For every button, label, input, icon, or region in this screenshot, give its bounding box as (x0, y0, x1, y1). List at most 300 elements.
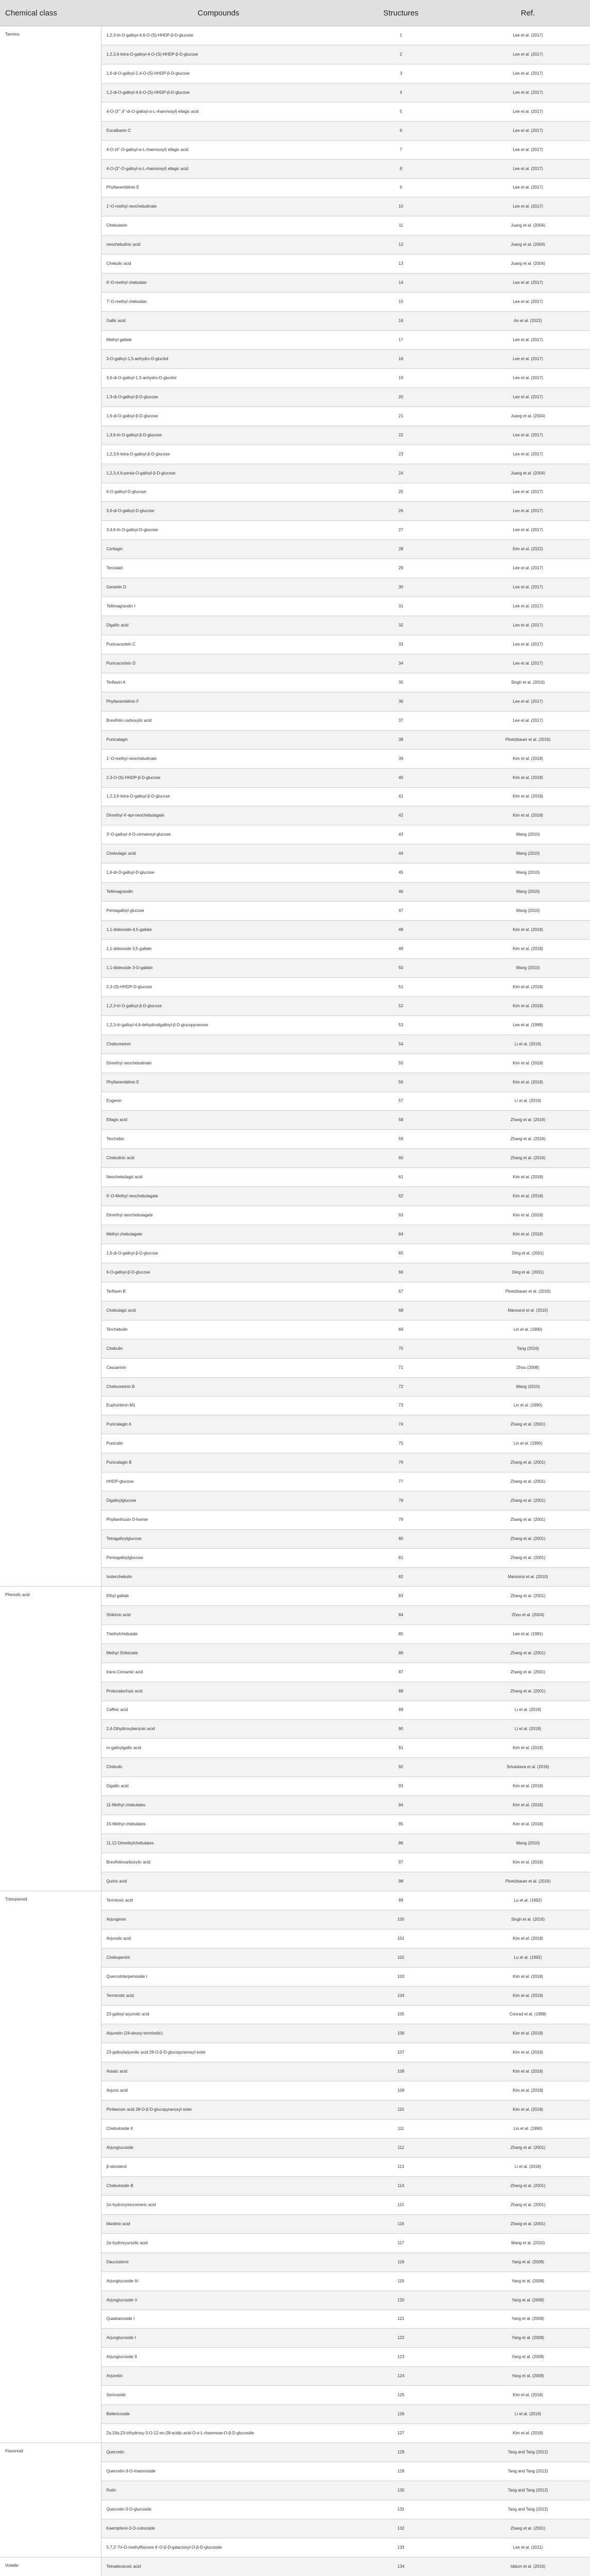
structure-cell: 55 (336, 1054, 466, 1073)
structure-cell: 9 (336, 178, 466, 197)
structure-cell: 71 (336, 1358, 466, 1377)
header-ref: Ref. (466, 0, 590, 26)
reference-cell: Kim et al. (2018) (466, 1796, 590, 1815)
structure-cell: 64 (336, 1225, 466, 1244)
structure-cell: 105 (336, 2005, 466, 2024)
compound-cell: Arjunic acid (101, 2081, 336, 2100)
structure-cell: 121 (336, 2310, 466, 2329)
reference-cell: Kim et al. (2018) (466, 1206, 590, 1225)
structure-cell: 47 (336, 902, 466, 921)
reference-cell: Yang et al. (2008) (466, 2272, 590, 2291)
compound-cell: Chebulinic acid (101, 1149, 336, 1168)
reference-cell: Tang and Tang (2012) (466, 2462, 590, 2481)
reference-cell: Yang et al. (2008) (466, 2291, 590, 2310)
chemical-class-cell: Triterpenoid (0, 1891, 101, 2443)
reference-cell: Lee et al. (2017) (466, 64, 590, 83)
structure-cell: 26 (336, 502, 466, 521)
compound-cell: Phyllanemblinin F (101, 692, 336, 711)
table-header (0, 0, 590, 26)
reference-cell: Kim et al. (2018) (466, 921, 590, 940)
reference-cell: An et al. (2022) (466, 312, 590, 331)
compound-cell: trans-Cinnamic acid (101, 1663, 336, 1682)
structure-cell: 78 (336, 1492, 466, 1511)
compound-cell: Tercatain (101, 559, 336, 578)
compound-cell: Quadranoside I (101, 2310, 336, 2329)
compound-cell: Phyllanthusin D-homer (101, 1511, 336, 1530)
compound-cell: Caffeic acid (101, 1701, 336, 1720)
compound-cell: Dimethyl neochebulagate (101, 1206, 336, 1225)
structure-cell: 98 (336, 1872, 466, 1891)
structure-cell: 129 (336, 2462, 466, 2481)
reference-cell: Ding et al. (2001) (466, 1263, 590, 1282)
structure-cell: 88 (336, 1682, 466, 1701)
compound-cell: 6-O-galloyl-D-glucose (101, 483, 336, 502)
chemical-class-cell: Flavonoid (0, 2443, 101, 2557)
reference-cell: Singh et al. (2016) (466, 1910, 590, 1929)
compound-cell: Eucalbanin C (101, 121, 336, 140)
reference-cell: Conrad et al. (1998) (466, 2005, 590, 2024)
compound-cell: Shikimic acid (101, 1605, 336, 1624)
compound-cell: 1,2,3,6-tetra-O-galloyl-β-D-glucose (101, 787, 336, 806)
compound-cell: Brevifolincarboxylic acid (101, 1853, 336, 1872)
compound-cell: 1,2-di-O-galloyl-4,6-O-(S)-HHDP-β-D-glucose (101, 83, 336, 102)
structure-cell: 11 (336, 216, 466, 235)
compound-cell: Methyl Shikimate (101, 1643, 336, 1663)
reference-cell: Zhang et al. (2001) (466, 1530, 590, 1549)
structure-cell: 118 (336, 2252, 466, 2272)
reference-cell: Kim et al. (2018) (466, 1929, 590, 1948)
structure-cell: 14 (336, 274, 466, 293)
compound-cell: 5,7,2'-Tri-O-methylflavone 4'-O-β-D-galactosyl-O-β-D-glucoside (101, 2538, 336, 2557)
structure-cell: 119 (336, 2272, 466, 2291)
structure-cell: 30 (336, 578, 466, 597)
table-row (0, 1891, 590, 1910)
compound-cell: 1'-O-methyl neochebulinate (101, 749, 336, 768)
compound-cell: 11,12-Dimethylchebulates (101, 1834, 336, 1853)
compound-cell: Neochebulagic acid (101, 1168, 336, 1187)
compound-cell: Pentagalloyl glucose (101, 902, 336, 921)
structure-cell: 35 (336, 673, 466, 692)
table-row (0, 1586, 590, 1605)
reference-cell: Wang (2010) (466, 844, 590, 863)
structure-cell: 72 (336, 1377, 466, 1396)
structure-cell: 10 (336, 197, 466, 216)
compound-cell: 1,6-di-O-galloyl-D-glucose (101, 863, 336, 883)
reference-cell: Kim et al. (2018) (466, 1225, 590, 1244)
compound-cell: Punicalin (101, 1434, 336, 1453)
compound-cell: Protocatechuic acid (101, 1682, 336, 1701)
compound-cell: Digallic acid (101, 616, 336, 635)
structure-cell: 110 (336, 2100, 466, 2120)
compound-cell: Chebumeinin (101, 1035, 336, 1054)
compound-cell: Arjunglucoside I (101, 2329, 336, 2348)
compound-cell: Sericoside (101, 2386, 336, 2405)
structure-cell: 114 (336, 2176, 466, 2195)
compound-cell: Dimethyl neochebulinate (101, 1054, 336, 1073)
structure-cell: 12 (336, 235, 466, 255)
compound-cell: Terminoic acid (101, 1891, 336, 1910)
structure-cell: 77 (336, 1472, 466, 1492)
structure-cell: 22 (336, 426, 466, 445)
reference-cell: Zhang et al. (2016) (466, 1130, 590, 1149)
compound-cell: Chebumeinin B (101, 1377, 336, 1396)
reference-cell: Lee et al. (2017) (466, 387, 590, 406)
compound-cell: Chebulagic acid (101, 1301, 336, 1320)
reference-cell: Lee et al. (2017) (466, 654, 590, 673)
compound-cell: Arjunglucoside II (101, 2348, 336, 2367)
structure-cell: 81 (336, 1549, 466, 1568)
compound-cell: 1,1-dideoxide-4,5-gallate (101, 921, 336, 940)
reference-cell: Lee et al. (1998) (466, 1015, 590, 1035)
structure-cell: 7 (336, 140, 466, 159)
header-chemical-class: Chemical class (0, 0, 101, 26)
compound-cell: Casuarinin (101, 1358, 336, 1377)
reference-cell: Li et al. (2019) (466, 1035, 590, 1054)
structure-cell: 66 (336, 1263, 466, 1282)
reference-cell: Lee et al. (2017) (466, 426, 590, 445)
structure-cell: 94 (336, 1796, 466, 1815)
compound-cell: Chebulic acid (101, 255, 336, 274)
reference-cell: Singh et al. (2016) (466, 673, 590, 692)
compound-cell: Punicalagin A (101, 1415, 336, 1434)
structure-cell: 33 (336, 635, 466, 654)
reference-cell: Kim et al. (2022) (466, 540, 590, 559)
compound-cell: 2α,19α,23-trihydroxy-3-O-12-en-28-acidic acid-O-α-L-rhamnose-O-β-D-glucoside (101, 2424, 336, 2443)
compound-cell: Tellimagrandin I (101, 597, 336, 616)
reference-cell: Lin et al. (1990) (466, 1396, 590, 1415)
structure-cell: 16 (336, 312, 466, 331)
compound-cell: β-sitosterol (101, 2158, 336, 2177)
reference-cell: Lee et al. (2017) (466, 616, 590, 635)
structure-cell: 133 (336, 2538, 466, 2557)
reference-cell: Lee et al. (2017) (466, 521, 590, 540)
structure-cell: 62 (336, 1187, 466, 1206)
structure-cell: 52 (336, 996, 466, 1015)
compound-cell: 1,2,3,4,6-penta-O-galloyl-β-D-glucose (101, 464, 336, 483)
reference-cell: Kim et al. (2018) (466, 1187, 590, 1206)
compound-cell: Geraniin D (101, 578, 336, 597)
compound-cell: Chebulin (101, 1339, 336, 1358)
reference-cell: Kim et al. (2018) (466, 806, 590, 825)
compound-cell: Dimethyl 4'-epi-neochebulagate (101, 806, 336, 825)
structure-cell: 104 (336, 1986, 466, 2005)
compound-cell: Triethylchebulate (101, 1624, 336, 1643)
reference-cell: Zhang et al. (2001) (466, 1586, 590, 1605)
compound-cell: Quercetin (101, 2443, 336, 2462)
structure-cell: 56 (336, 1073, 466, 1092)
structure-cell: 25 (336, 483, 466, 502)
compound-cell: Arjunglucoside IV (101, 2272, 336, 2291)
compound-cell: Chebulagic acid (101, 844, 336, 863)
compound-cell: Punicacortein D (101, 654, 336, 673)
structure-cell: 28 (336, 540, 466, 559)
compound-cell: Bellericoside (101, 2405, 336, 2424)
structure-cell: 76 (336, 1453, 466, 1472)
structure-cell: 127 (336, 2424, 466, 2443)
reference-cell: Zhang et al. (2001) (466, 1511, 590, 1530)
reference-cell: Lee et al. (2017) (466, 45, 590, 64)
reference-cell: Lee et al. (2017) (466, 83, 590, 102)
compound-cell: 4-O-(3''-O-galloyl-α-L-rhamnosyl) ellagic acid (101, 159, 336, 178)
compound-cell: Arjunglucoside V (101, 2291, 336, 2310)
structure-cell: 40 (336, 768, 466, 787)
structure-cell: 15 (336, 293, 466, 312)
structure-cell: 58 (336, 1111, 466, 1130)
compound-cell: Arjunetin (24-deoxy-terminolic) (101, 2024, 336, 2043)
structure-cell: 29 (336, 559, 466, 578)
reference-cell: Lee et al. (2017) (466, 368, 590, 387)
structure-cell: 90 (336, 1720, 466, 1739)
structure-cell: 41 (336, 787, 466, 806)
reference-cell: Lee et al. (2017) (466, 349, 590, 368)
compound-cell: 1,2,3-tri-O-galloyl-4,6-O-(S)-HHDP-β-D-glucose (101, 26, 336, 45)
reference-cell: Ploetzbauer et al. (2016) (466, 730, 590, 749)
compound-cell: Euphorbinin M1 (101, 1396, 336, 1415)
table-row (0, 26, 590, 45)
reference-cell: Lee et al. (2017) (466, 178, 590, 197)
reference-cell: Lin et al. (1990) (466, 2120, 590, 2139)
compound-cell: 23-galloylarjunolic acid 28-O-β-D-glucopyranosyl ester (101, 2043, 336, 2062)
structure-cell: 102 (336, 1948, 466, 1967)
structure-cell: 46 (336, 883, 466, 902)
chemical-class-cell: Phenolic acid (0, 1586, 101, 1891)
reference-cell: Lee et al. (2017) (466, 711, 590, 730)
reference-cell: Lee et al. (2017) (466, 597, 590, 616)
structure-cell: 4 (336, 83, 466, 102)
compound-cell: Terchebin (101, 1130, 336, 1149)
reference-cell: Li et al. (2019) (466, 1092, 590, 1111)
compound-cell: Chebulic (101, 1758, 336, 1777)
structure-cell: 3 (336, 64, 466, 83)
compound-cell: Digallic acid (101, 1777, 336, 1796)
structure-cell: 103 (336, 1967, 466, 1986)
structure-cell: 93 (336, 1777, 466, 1796)
reference-cell: Tang and Tang (2012) (466, 2481, 590, 2500)
reference-cell: Zhang et al. (2001) (466, 1643, 590, 1663)
compound-cell: Quercetin-3-O-glucoside (101, 2500, 336, 2519)
reference-cell: Srivastava et al. (2016) (466, 1758, 590, 1777)
compound-cell: Terflavin B (101, 1282, 336, 1301)
structure-cell: 70 (336, 1339, 466, 1358)
reference-cell: Lee et al. (2017) (466, 502, 590, 521)
structure-cell: 97 (336, 1853, 466, 1872)
reference-cell: Kim et al. (2018) (466, 996, 590, 1015)
compound-cell: HHDP-glucose (101, 1472, 336, 1492)
compound-cell: 1,6-di-O-galloyl-β-D-glucose (101, 406, 336, 426)
reference-cell: Kim et al. (2018) (466, 2024, 590, 2043)
compound-cell: Quercetin-3-O-rhamnoside (101, 2462, 336, 2481)
reference-cell: Kim et al. (2018) (466, 2081, 590, 2100)
reference-cell: Kim et al. (2018) (466, 749, 590, 768)
compound-cell: Ethyl gallate (101, 1586, 336, 1605)
structure-cell: 6 (336, 121, 466, 140)
reference-cell: Kim et al. (2018) (466, 940, 590, 959)
compound-cell: 4-O-(4''-O-galloyl-α-L-rhamnosyl) ellagic acid (101, 140, 336, 159)
structure-cell: 60 (336, 1149, 466, 1168)
compound-cell: Ellagic acid (101, 1111, 336, 1130)
reference-cell: Manosroi et al. (2010) (466, 1567, 590, 1586)
compound-cell: Digalloylglucose (101, 1492, 336, 1511)
structure-cell: 128 (336, 2443, 466, 2462)
compound-cell: neochebulinic acid (101, 235, 336, 255)
reference-cell: Kim et al. (2018) (466, 977, 590, 996)
reference-cell: Lee et al. (2017) (466, 635, 590, 654)
compound-cell: 11-Methyl chebulates (101, 1796, 336, 1815)
reference-cell: Lee et al. (2017) (466, 121, 590, 140)
compound-cell: Phyllanemblinin E (101, 1073, 336, 1092)
header-structures: Structures (336, 0, 466, 26)
reference-cell: Zhang et al. (2001) (466, 1492, 590, 1511)
reference-cell: Zhou (2008) (466, 1358, 590, 1377)
reference-cell: Zhang et al. (2001) (466, 1682, 590, 1701)
structure-cell: 54 (336, 1035, 466, 1054)
reference-cell: Kim et al. (2018) (466, 1777, 590, 1796)
structure-cell: 75 (336, 1434, 466, 1453)
reference-cell: Tang (2016) (466, 1339, 590, 1358)
structure-cell: 116 (336, 2214, 466, 2233)
compound-cell: 6-O-galloyl-β-D-glucose (101, 1263, 336, 1282)
compound-cell: Asiatic acid (101, 2062, 336, 2081)
structure-cell: 1 (336, 26, 466, 45)
structure-cell: 73 (336, 1396, 466, 1415)
structure-cell: 42 (336, 806, 466, 825)
structure-cell: 18 (336, 349, 466, 368)
compound-cell: Arjungenin (101, 1910, 336, 1929)
reference-cell: Lee et al. (2017) (466, 140, 590, 159)
compound-cell: Punicacortein C (101, 635, 336, 654)
structure-cell: 19 (336, 368, 466, 387)
reference-cell: Tang and Tang (2012) (466, 2443, 590, 2462)
structure-cell: 50 (336, 958, 466, 977)
structure-cell: 43 (336, 825, 466, 844)
structure-cell: 44 (336, 844, 466, 863)
structure-cell: 27 (336, 521, 466, 540)
compound-cell: Maslinic acid (101, 2214, 336, 2233)
reference-cell: Zhang et al. (2001) (466, 1453, 590, 1472)
compound-cell: Methyl chebulagate (101, 1225, 336, 1244)
reference-cell: Kim et al. (2018) (466, 768, 590, 787)
reference-cell: Zhang et al. (2001) (466, 2519, 590, 2538)
structure-cell: 100 (336, 1910, 466, 1929)
compound-cell: 1,2,3-tri-O-galloyl-β-D-glucose (101, 996, 336, 1015)
reference-cell: Lee et al. (2017) (466, 559, 590, 578)
reference-cell: Wang (2010) (466, 863, 590, 883)
structure-cell: 2 (336, 45, 466, 64)
reference-cell: Lee et al. (2017) (466, 197, 590, 216)
compound-cell: 2,4-Dihydroxybenzoic acid (101, 1720, 336, 1739)
reference-cell: Kim et al. (2018) (466, 1815, 590, 1834)
compound-cell: 3,6-di-O-galloyl-D-glucose (101, 502, 336, 521)
reference-cell: Zhang et al. (2001) (466, 1549, 590, 1568)
structure-cell: 24 (336, 464, 466, 483)
compound-cell: 23-galloyl arjunolic acid (101, 2005, 336, 2024)
compound-cell: 2α-hydroxyursolic acid (101, 2233, 336, 2252)
reference-cell: Ploetzbauer et al. (2016) (466, 1872, 590, 1891)
structure-cell: 107 (336, 2043, 466, 2062)
compound-cell: Quercotriterpenoside I (101, 1967, 336, 1986)
reference-cell: Zhang et al. (2001) (466, 2195, 590, 2214)
reference-cell: Wang (2010) (466, 1834, 590, 1853)
structure-cell: 63 (336, 1206, 466, 1225)
reference-cell: Wang (2010) (466, 958, 590, 977)
reference-cell: Ding et al. (2001) (466, 1244, 590, 1263)
reference-cell: Juang et al. (2004) (466, 235, 590, 255)
chemical-class-cell: Volatile (0, 2557, 101, 2576)
reference-cell: Juang et al. (2004) (466, 464, 590, 483)
reference-cell: Lee et al. (2017) (466, 293, 590, 312)
compound-cell: Phyllanemblinin E (101, 178, 336, 197)
structure-cell: 92 (336, 1758, 466, 1777)
reference-cell: Lee et al. (2017) (466, 483, 590, 502)
reference-cell: Zhang et al. (2001) (466, 1472, 590, 1492)
structure-cell: 5 (336, 102, 466, 121)
compound-cell: Punicalagin B (101, 1453, 336, 1472)
reference-cell: Kim et al. (2018) (466, 787, 590, 806)
table-row (0, 2557, 590, 2576)
reference-cell: Lee et al. (2017) (466, 102, 590, 121)
structure-cell: 49 (336, 940, 466, 959)
structure-cell: 106 (336, 2024, 466, 2043)
structure-cell: 108 (336, 2062, 466, 2081)
structure-cell: 87 (336, 1663, 466, 1682)
structure-cell: 82 (336, 1567, 466, 1586)
reference-cell: Lu et al. (1992) (466, 1891, 590, 1910)
reference-cell: Wang et al. (2010) (466, 2233, 590, 2252)
structure-cell: 36 (336, 692, 466, 711)
reference-cell: Iddum et al. (2016) (466, 2557, 590, 2576)
header-compounds: Compounds (101, 0, 336, 26)
structure-cell: 96 (336, 1834, 466, 1853)
reference-cell: Yang et al. (2008) (466, 2329, 590, 2348)
reference-cell: Kim et al. (2018) (466, 2043, 590, 2062)
reference-cell: Kim et al. (2018) (466, 1054, 590, 1073)
reference-cell: Lin et al. (1990) (466, 1434, 590, 1453)
reference-cell: Kim et al. (2018) (466, 2424, 590, 2443)
structure-cell: 123 (336, 2348, 466, 2367)
reference-cell: Lee et al. (2017) (466, 274, 590, 293)
compound-cell: Chebuloside B (101, 2176, 336, 2195)
reference-cell: Kim et al. (2018) (466, 2386, 590, 2405)
structure-cell: 89 (336, 1701, 466, 1720)
reference-cell: Li et al. (2019) (466, 1720, 590, 1739)
structure-cell: 38 (336, 730, 466, 749)
structure-cell: 115 (336, 2195, 466, 2214)
structure-cell: 79 (336, 1511, 466, 1530)
structure-cell: 34 (336, 654, 466, 673)
structure-cell: 17 (336, 331, 466, 350)
reference-cell: Lu et al. (1992) (466, 1948, 590, 1967)
reference-cell: Kim et al. (2018) (466, 1739, 590, 1758)
reference-cell: Zhang et al. (2016) (466, 1149, 590, 1168)
compound-cell: Chebupentol (101, 1948, 336, 1967)
structure-cell: 112 (336, 2139, 466, 2158)
compound-cell: Rutin (101, 2481, 336, 2500)
structure-cell: 99 (336, 1891, 466, 1910)
compound-cell: Isoterchebulin (101, 1567, 336, 1586)
reference-cell: Lin et al. (1990) (466, 1320, 590, 1339)
reference-cell: Yang et al. (2008) (466, 2310, 590, 2329)
structure-cell: 37 (336, 711, 466, 730)
reference-cell: Zhang et al. (2001) (466, 2139, 590, 2158)
structure-cell: 109 (336, 2081, 466, 2100)
reference-cell: Li et al. (2019) (466, 2405, 590, 2424)
compound-cell: 1,1-dideoxide 3-O-gallate (101, 958, 336, 977)
compound-cell: Terminolic acid (101, 1986, 336, 2005)
structure-cell: 80 (336, 1530, 466, 1549)
compound-cell: 1,2,3-tri-galloyl-4,6-dehydrodigalloyl-β-D-glucopyranose (101, 1015, 336, 1035)
reference-cell: Lee et al. (2017) (466, 331, 590, 350)
reference-cell: Juang et al. (2004) (466, 255, 590, 274)
